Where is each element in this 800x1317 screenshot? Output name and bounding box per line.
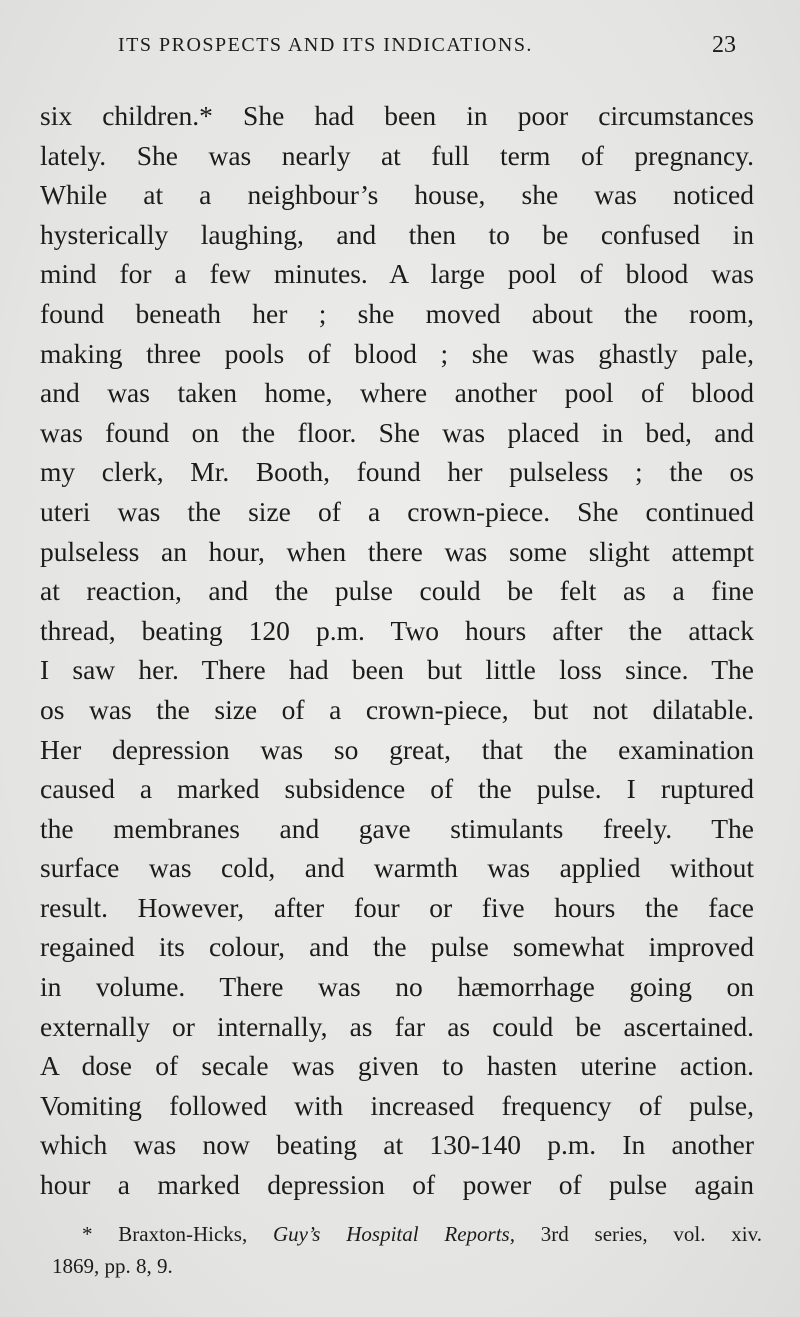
text-line: While at a neighbour’s house, she was noticed bbox=[40, 179, 754, 211]
text-line: Vomiting followed with increased frequency of pulse, bbox=[40, 1089, 754, 1121]
text-line: six children.* She had been in poor circumstances bbox=[40, 100, 754, 131]
footnote-details: 3rd series, vol. xiv. bbox=[540, 1222, 762, 1246]
text-line: making three pools of blood ; she was ghastly pale, bbox=[40, 337, 754, 369]
body-text bbox=[40, 96, 754, 1205]
text-line: uteri was the size of a crown-piece. She continued bbox=[40, 495, 754, 527]
text-line: mind for a few minutes. A large pool of blood was bbox=[40, 258, 754, 290]
text-line: my clerk, Mr. Booth, found her pulseless ; the os bbox=[40, 456, 754, 488]
text-line: A dose of secale was given to hasten uterine action. bbox=[40, 1050, 754, 1082]
footnote-line-2: 1869, pp. 8, 9. bbox=[52, 1254, 173, 1278]
text-line: pulseless an hour, when there was some slight attempt bbox=[40, 535, 754, 567]
text-line: caused a marked subsidence of the pulse. I ruptured bbox=[40, 773, 754, 805]
text-line: the membranes and gave stimulants freely. The bbox=[40, 812, 754, 844]
page-header bbox=[118, 34, 768, 68]
text-line: at reaction, and the pulse could be felt as a fine bbox=[40, 575, 754, 607]
footnote-journal: Guy’s Hospital Reports, bbox=[273, 1222, 515, 1246]
text-line: thread, beating 120 p.m. Two hours after the attack bbox=[40, 614, 754, 646]
text-line: found beneath her ; she moved about the room, bbox=[40, 297, 754, 329]
text-line: I saw her. There had been but little loss since. The bbox=[40, 654, 754, 686]
text-line: in volume. There was no hæmorrhage going on bbox=[40, 971, 754, 1003]
text-line: which was now beating at 130-140 p.m. In another bbox=[40, 1129, 754, 1161]
text-line: hysterically laughing, and then to be confused in bbox=[40, 218, 754, 250]
footnote-author: Braxton-Hicks, bbox=[118, 1222, 248, 1246]
text-line: result. However, after four or five hours the face bbox=[40, 891, 754, 923]
footnote-line bbox=[52, 1218, 762, 1250]
text-line: externally or internally, as far as could be ascertained. bbox=[40, 1010, 754, 1042]
text-line: surface was cold, and warmth was applied without bbox=[40, 852, 754, 884]
text-line: and was taken home, where another pool of blood bbox=[40, 377, 754, 409]
text-line: hour a marked depression of power of pulse again bbox=[40, 1169, 754, 1201]
page-number: 23 bbox=[712, 32, 736, 58]
footnote bbox=[52, 1218, 762, 1282]
text-line: Her depression was so great, that the examination bbox=[40, 733, 754, 765]
footnote-marker: * bbox=[82, 1222, 93, 1246]
text-line: os was the size of a crown-piece, but not dilatable. bbox=[40, 693, 754, 725]
text-line: regained its colour, and the pulse somewhat improved bbox=[40, 931, 754, 963]
running-head: ITS PROSPECTS AND ITS INDICATIONS. bbox=[118, 34, 533, 56]
text-line: lately. She was nearly at full term of pregnancy. bbox=[40, 139, 754, 171]
text-line: was found on the floor. She was placed in bed, and bbox=[40, 416, 754, 448]
